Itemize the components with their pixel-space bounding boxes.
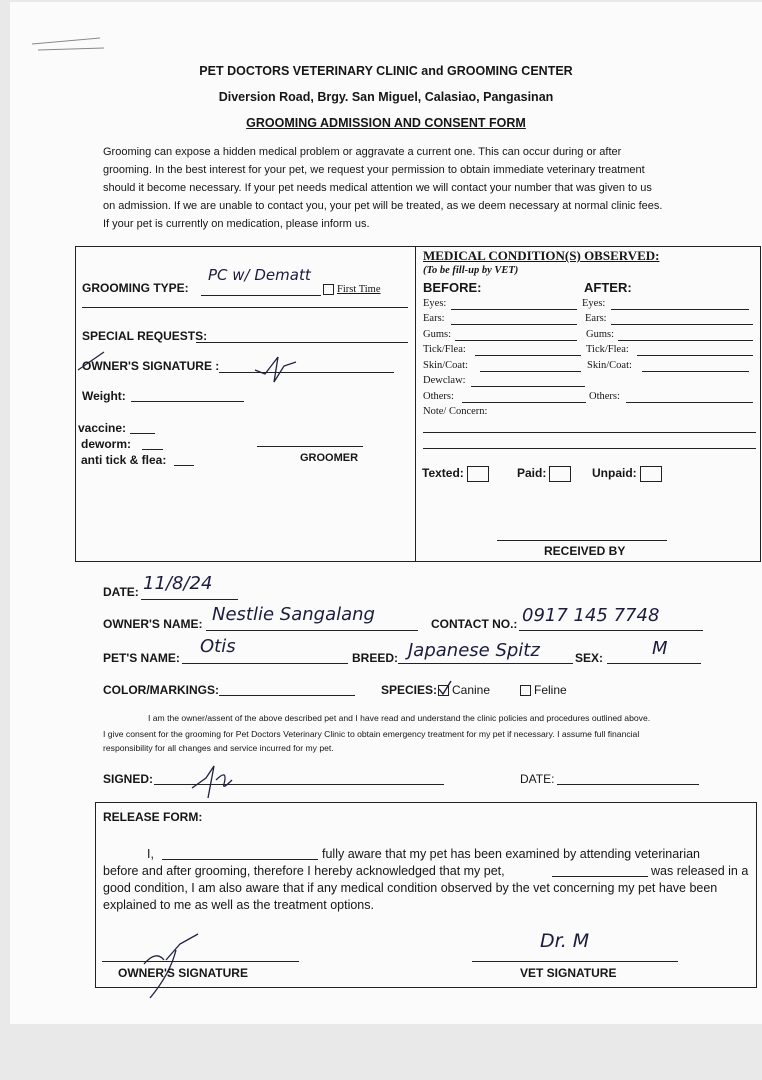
weight-label: Weight: — [82, 389, 126, 403]
before-eyes-label: Eyes: — [423, 298, 447, 309]
pet-name-line — [182, 663, 348, 664]
breed-value[interactable]: Japanese Spitz — [408, 640, 540, 661]
before-tick-label: Tick/Flea: — [423, 344, 466, 355]
sex-line — [607, 663, 701, 664]
intro-line-5: If your pet is currently on medication, please inform us. — [103, 218, 370, 230]
received-by-label: RECEIVED BY — [544, 544, 626, 558]
deworm-line[interactable] — [142, 449, 163, 450]
unpaid-field[interactable] — [592, 466, 662, 482]
before-ears-line[interactable] — [451, 324, 577, 325]
release-line-2a: before and after grooming, therefore I hereby acknowledged that my pet, — [103, 864, 505, 878]
contact-value[interactable]: 0917 145 7748 — [522, 605, 660, 626]
intro-line-1: Grooming can expose a hidden medical problem or aggravate a current one. This can occur during or after — [103, 146, 622, 158]
signed-label: SIGNED: — [103, 772, 154, 786]
date-line — [141, 599, 238, 600]
color-label: COLOR/MARKINGS: — [103, 683, 219, 697]
after-eyes-label: Eyes: — [582, 298, 606, 309]
pet-name-value[interactable]: Otis — [200, 636, 236, 657]
consent-line-3: responsibility for all changes and service incurred for my pet. — [103, 743, 334, 753]
note-line-2[interactable] — [423, 448, 756, 449]
paid-label: Paid: — [517, 466, 547, 481]
after-eyes-line[interactable] — [611, 309, 749, 310]
release-name-line[interactable] — [162, 859, 318, 860]
grooming-type-line-2 — [82, 307, 408, 308]
vaccine-line[interactable] — [130, 433, 155, 434]
before-eyes-line[interactable] — [451, 309, 577, 310]
breed-line — [398, 663, 573, 664]
intro-line-2: grooming. In the best interest for your pet, we request your permission to obtain immediate veterinary treatment — [103, 164, 645, 176]
sex-label: SEX: — [575, 651, 604, 665]
before-dewclaw-label: Dewclaw: — [423, 375, 466, 386]
anti-tick-line[interactable] — [174, 465, 194, 466]
texted-label: Texted: — [422, 466, 464, 481]
signed-mark — [186, 758, 246, 804]
sex-value[interactable]: M — [652, 638, 668, 659]
owner-name-label: OWNER'S NAME: — [103, 617, 203, 631]
color-line[interactable] — [219, 695, 355, 696]
release-owner-sig-label: OWNER'S SIGNATURE — [118, 966, 248, 980]
release-line-4: explained to me as well as the treatment options. — [103, 898, 374, 912]
medical-title: MEDICAL CONDITION(S) OBSERVED: — [423, 248, 660, 263]
before-tick-line[interactable] — [475, 355, 581, 356]
date2-label: DATE: — [520, 772, 555, 786]
owner-name-value[interactable]: Nestlie Sangalang — [212, 604, 375, 625]
after-skin-label: Skin/Coat: — [587, 360, 632, 371]
clinic-address: Diversion Road, Brgy. San Miguel, Calasiao, Pangasinan — [218, 90, 554, 104]
weight-line[interactable] — [131, 401, 244, 402]
first-time-checkbox[interactable] — [323, 284, 380, 295]
after-tick-line[interactable] — [637, 355, 753, 356]
before-ears-label: Ears: — [423, 313, 445, 324]
after-gums-line[interactable] — [618, 340, 753, 341]
clinic-name: PET DOCTORS VETERINARY CLINIC and GROOMING CENTER — [199, 64, 573, 78]
before-gums-label: Gums: — [423, 329, 452, 340]
grooming-type-value[interactable]: PC w/ Dematt — [208, 266, 311, 284]
owner-signature-line[interactable] — [219, 372, 394, 373]
groomer-label: GROOMER — [300, 452, 359, 464]
intro-line-3: should it become necessary. If your pet needs medical attention we will contact your number that was given to us — [103, 182, 652, 194]
before-others-line[interactable] — [462, 402, 586, 403]
first-time-label: First Time — [337, 284, 381, 295]
after-skin-line[interactable] — [642, 371, 749, 372]
canine-label: Canine — [452, 683, 491, 697]
owner-signature-label: OWNER'S SIGNATURE : — [82, 359, 220, 373]
after-label: AFTER: — [584, 280, 632, 295]
staple-mark — [28, 30, 108, 55]
strike-mark — [76, 350, 106, 372]
after-ears-label: Ears: — [585, 313, 607, 324]
grooming-type-line — [201, 295, 321, 296]
special-requests-label: SPECIAL REQUESTS: — [82, 329, 208, 343]
before-dewclaw-line[interactable] — [471, 386, 585, 387]
release-line-1b: fully aware that my pet has been examined by attending veterinarian — [322, 847, 701, 861]
release-line-3: good condition, I am also aware that if any medical condition observed by the vet concerning my pet have been — [103, 881, 718, 895]
release-vet-sig-label: VET SIGNATURE — [520, 966, 617, 980]
owner-name-line — [206, 630, 418, 631]
feline-label: Feline — [534, 683, 567, 697]
received-by-line[interactable] — [497, 540, 667, 541]
groomer-line[interactable] — [257, 446, 363, 447]
texted-field[interactable] — [422, 466, 489, 482]
unpaid-box[interactable] — [640, 466, 662, 482]
note-line-1[interactable] — [423, 432, 756, 433]
species-label: SPECIES: — [381, 683, 438, 697]
consent-line-1: I am the owner/assent of the above described pet and I have read and understand the clinic policies and procedures outlined above. — [148, 713, 651, 723]
release-title: RELEASE FORM: — [103, 810, 203, 824]
release-vet-sig-value: Dr. M — [540, 930, 590, 952]
after-others-line[interactable] — [626, 402, 753, 403]
species-feline-option[interactable] — [520, 683, 567, 697]
form-title: GROOMING ADMISSION AND CONSENT FORM — [246, 116, 526, 130]
date2-line[interactable] — [557, 784, 699, 785]
before-skin-label: Skin/Coat: — [423, 360, 468, 371]
consent-line-2: I give consent for the grooming for Pet Doctors Veterinary Clinic to obtain emergency treatment for my pet if necessary. I assume full financial — [103, 729, 640, 739]
feline-box[interactable] — [520, 685, 531, 696]
note-concern-label: Note/ Concern: — [423, 406, 488, 417]
after-gums-label: Gums: — [586, 329, 615, 340]
texted-box[interactable] — [467, 466, 489, 482]
after-ears-line[interactable] — [611, 324, 753, 325]
anti-tick-label: anti tick & flea: — [81, 453, 167, 467]
grooming-type-label: GROOMING TYPE: — [82, 281, 189, 295]
deworm-label: deworm: — [81, 437, 132, 451]
special-requests-line[interactable] — [196, 342, 408, 343]
before-skin-line[interactable] — [480, 371, 581, 372]
contact-line — [519, 630, 703, 631]
canine-check-mark — [437, 679, 453, 697]
before-others-label: Others: — [423, 391, 454, 402]
after-tick-label: Tick/Flea: — [586, 344, 629, 355]
release-vet-sig-line[interactable] — [472, 961, 678, 962]
vaccine-label: vaccine: — [78, 421, 127, 435]
owner-signature-mark — [250, 352, 300, 388]
date-value[interactable]: 11/8/24 — [143, 573, 213, 594]
paid-field[interactable] — [517, 466, 571, 482]
release-pet-line[interactable] — [552, 876, 648, 877]
before-gums-line[interactable] — [455, 340, 577, 341]
paid-box[interactable] — [549, 466, 571, 482]
first-time-box[interactable] — [323, 284, 334, 295]
pet-name-label: PET'S NAME: — [103, 651, 180, 665]
release-line-2b: was released in a — [651, 864, 749, 878]
unpaid-label: Unpaid: — [592, 466, 637, 481]
before-label: BEFORE: — [423, 280, 482, 295]
after-others-label: Others: — [589, 391, 620, 402]
medical-subtitle: (To be fill-up by VET) — [423, 265, 519, 276]
release-line-1a: I, — [147, 847, 154, 861]
breed-label: BREED: — [352, 651, 399, 665]
date-label: DATE: — [103, 585, 139, 599]
intro-line-4: on admission. If we are unable to contact you, your pet will be treated, as we deem necessary at normal clinic fees. — [103, 200, 663, 212]
contact-label: CONTACT NO.: — [431, 617, 518, 631]
